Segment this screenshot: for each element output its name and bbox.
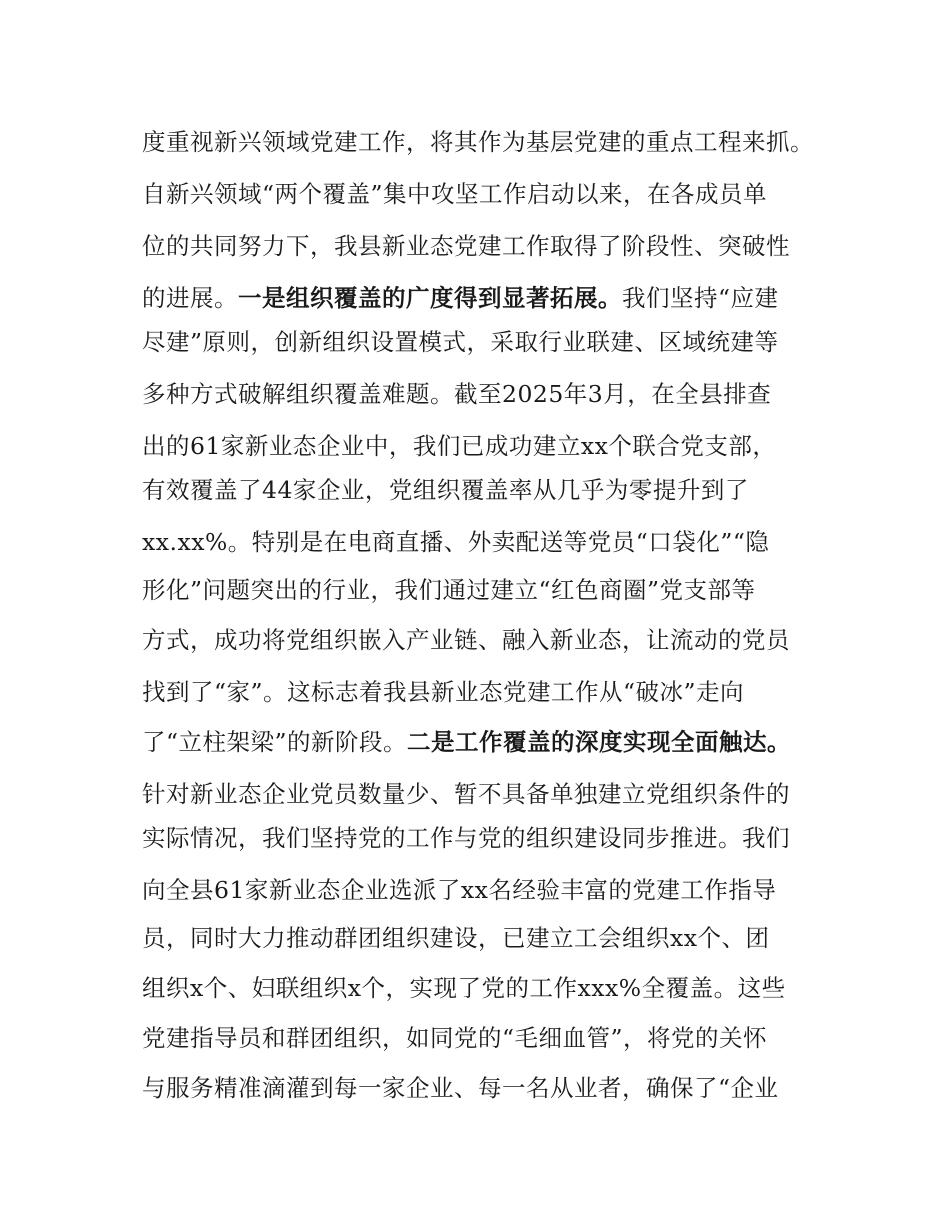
body-text-line: 方式，成功将党组织嵌入产业链、融入新业态，让流动的党员 xyxy=(142,626,790,654)
bold-heading-first-point: 一是组织覆盖的广度得到显著拓展。 xyxy=(238,284,622,312)
body-text-segment: 我们坚持“应建 xyxy=(622,284,779,312)
body-text-line: 员，同时大力推动群团组织建设，已建立工会组织xx个、团 xyxy=(142,924,770,952)
body-text-line: 向全县61家新业态企业选派了xx名经验丰富的党建工作指导 xyxy=(142,876,777,904)
body-text-line: 出的61家新业态企业中，我们已成功建立xx个联合党支部， xyxy=(142,432,777,460)
body-text-line: 与服务精准滴灌到每一家企业、每一名从业者，确保了“企业 xyxy=(142,1074,779,1102)
body-text-line: 实际情况，我们坚持党的工作与党的组织建设同步推进。我们 xyxy=(142,824,790,852)
bold-heading-second-point: 二是工作覆盖的深度实现全面触达。 xyxy=(407,728,792,756)
body-text-line: 位的共同努力下，我县新业态党建工作取得了阶段性、突破性 xyxy=(142,232,790,260)
body-text-line: 党建指导员和群团组织，如同党的“毛细血管”，将党的关怀 xyxy=(142,1024,768,1052)
body-text-line: 有效覆盖了44家企业，党组织覆盖率从几乎为零提升到了 xyxy=(142,476,749,504)
body-text-segment: 的进展。 xyxy=(142,284,238,312)
body-text-segment: 了“立柱架梁”的新阶段。 xyxy=(142,728,408,756)
body-text-line: xx.xx%。特别是在电商直播、外卖配送等党员“口袋化”“隐 xyxy=(142,528,770,556)
body-text-line: 形化”问题突出的行业，我们通过建立“红色商圈”党支部等 xyxy=(142,576,756,604)
body-text-line: 度重视新兴领域党建工作，将其作为基层党建的重点工程来抓。 xyxy=(142,128,814,156)
body-text-line xyxy=(142,727,791,757)
body-text-line: 组织x个、妇联组织x个，实现了党的工作xxx%全覆盖。这些 xyxy=(142,974,786,1002)
body-text-line: 尽建”原则，创新组织设置模式，采取行业联建、区域统建等 xyxy=(142,328,779,356)
body-text-line xyxy=(142,283,779,313)
body-text-line: 多种方式破解组织覆盖难题。截至2025年3月，在全县排查 xyxy=(142,380,772,408)
body-text-line: 自新兴领域“两个覆盖”集中攻坚工作启动以来，在各成员单 xyxy=(142,180,768,208)
body-text-line: 针对新业态企业党员数量少、暂不具备单独建立党组织条件的 xyxy=(142,780,790,808)
body-text-line: 找到了“家”。这标志着我县新业态党建工作从“破冰”走向 xyxy=(142,678,745,706)
